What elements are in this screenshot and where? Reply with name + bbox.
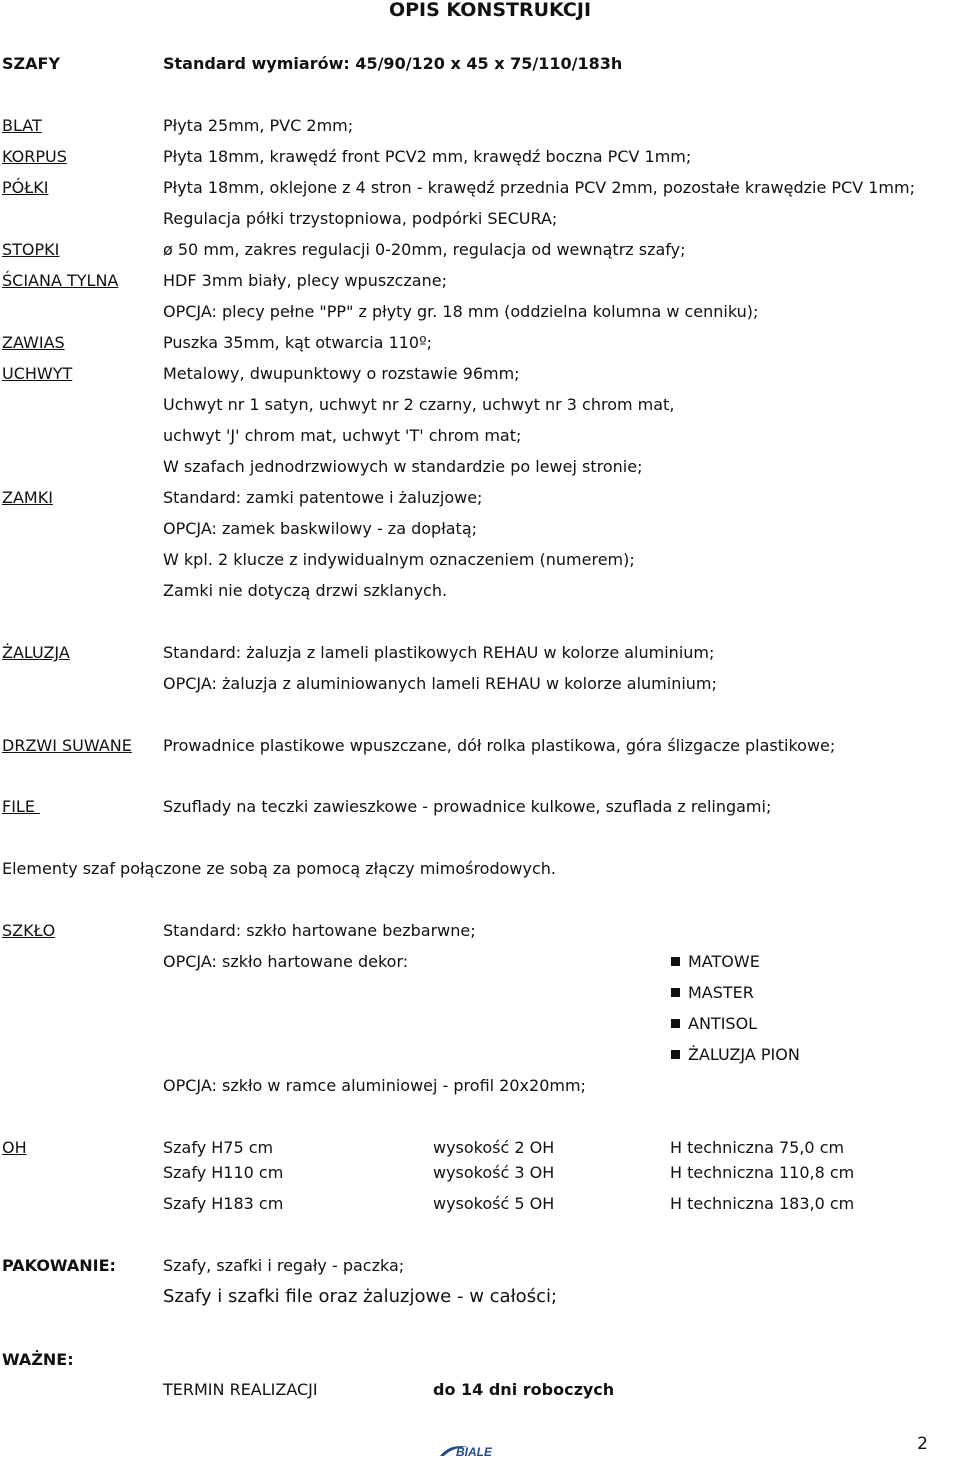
oh-label: OH xyxy=(2,1138,27,1157)
uchwyt-label: UCHWYT xyxy=(2,364,73,383)
pakowanie-line: Szafy i szafki file oraz żaluzjowe - w całości; xyxy=(163,1286,558,1307)
szklo-opcja-ramka: OPCJA: szkło w ramce aluminiowej - profil 20x20mm; xyxy=(163,1076,586,1095)
bullet-icon xyxy=(671,1019,680,1028)
szafy-value: Standard wymiarów: 45/90/120 x 45 x 75/110/183h xyxy=(163,54,623,73)
uchwyt-line: Metalowy, dwupunktowy o rozstawie 96mm; xyxy=(163,364,520,383)
oh-cell: Szafy H183 cm xyxy=(163,1194,284,1213)
glass-option-label: MATOWE xyxy=(688,952,760,971)
uchwyt-line: uchwyt 'J' chrom mat, uchwyt 'T' chrom mat; xyxy=(163,426,522,445)
szklo-opcja-dekor: OPCJA: szkło hartowane dekor: xyxy=(163,952,409,971)
polki-line: Płyta 18mm, oklejone z 4 stron - krawędź przednia PCV 2mm, pozostałe krawędzie PCV 1mm; xyxy=(163,178,915,197)
wazne-label: WAŻNE: xyxy=(2,1350,74,1369)
biale-logo xyxy=(438,1444,514,1458)
sciana-line: OPCJA: plecy pełne "PP" z płyty gr. 18 mm (oddzielna kolumna w cenniku); xyxy=(163,302,759,321)
oh-cell: Szafy H110 cm xyxy=(163,1163,284,1182)
oh-cell: wysokość 2 OH xyxy=(433,1138,555,1157)
stopki-value: ø 50 mm, zakres regulacji 0-20mm, regulacja od wewnątrz szafy; xyxy=(163,240,686,259)
zaluzja-label: ŻALUZJA xyxy=(2,643,70,662)
szklo-label: SZKŁO xyxy=(2,921,56,940)
zamki-line: OPCJA: zamek baskwilowy - za dopłatą; xyxy=(163,519,478,538)
zawias-value: Puszka 35mm, kąt otwarcia 110º; xyxy=(163,333,433,352)
pakowanie-label: PAKOWANIE: xyxy=(2,1256,116,1275)
zamki-line: Zamki nie dotyczą drzwi szklanych. xyxy=(163,581,448,600)
oh-cell: H techniczna 183,0 cm xyxy=(670,1194,855,1213)
sciana-line: HDF 3mm biały, plecy wpuszczane; xyxy=(163,271,447,290)
glass-option xyxy=(671,983,754,1003)
drzwi-value: Prowadnice plastikowe wpuszczane, dół rolka plastikowa, góra ślizgacze plastikowe; xyxy=(163,736,836,755)
glass-option-label: MASTER xyxy=(688,983,754,1002)
logo-text: BIALE xyxy=(456,1445,492,1458)
korpus-label: KORPUS xyxy=(2,147,67,166)
bullet-icon xyxy=(671,988,680,997)
zaluzja-line: OPCJA: żaluzja z aluminiowanych lameli REHAU w kolorze aluminium; xyxy=(163,674,717,693)
glass-option xyxy=(671,1014,757,1034)
oh-cell: H techniczna 75,0 cm xyxy=(670,1138,845,1157)
bullet-icon xyxy=(671,957,680,966)
blat-label: BLAT xyxy=(2,116,42,135)
oh-cell: Szafy H75 cm xyxy=(163,1138,274,1157)
zamki-line: W kpl. 2 klucze z indywidualnym oznaczeniem (numerem); xyxy=(163,550,635,569)
szklo-standard: Standard: szkło hartowane bezbarwne; xyxy=(163,921,476,940)
polki-line: Regulacja półki trzystopniowa, podpórki SECURA; xyxy=(163,209,558,228)
glass-option xyxy=(671,952,760,972)
elementy-note: Elementy szaf połączone ze sobą za pomocą złączy mimośrodowych. xyxy=(2,859,556,878)
uchwyt-line: Uchwyt nr 1 satyn, uchwyt nr 2 czarny, uchwyt nr 3 chrom mat, xyxy=(163,395,675,414)
oh-cell: wysokość 3 OH xyxy=(433,1163,555,1182)
bullet-icon xyxy=(671,1050,680,1059)
uchwyt-line: W szafach jednodrzwiowych w standardzie po lewej stronie; xyxy=(163,457,643,476)
file-label: FILE xyxy=(2,797,41,816)
glass-option xyxy=(671,1045,800,1065)
polki-label: PÓŁKI xyxy=(2,178,49,197)
zaluzja-line: Standard: żaluzja z lameli plastikowych REHAU w kolorze aluminium; xyxy=(163,643,715,662)
stopki-label: STOPKI xyxy=(2,240,60,259)
page-title: OPIS KONSTRUKCJI xyxy=(388,0,592,21)
blat-value: Płyta 25mm, PVC 2mm; xyxy=(163,116,354,135)
glass-option-label: ŻALUZJA PION xyxy=(688,1045,800,1064)
zawias-label: ZAWIAS xyxy=(2,333,65,352)
file-value: Szuflady na teczki zawieszkowe - prowadnice kulkowe, szuflada z relingami; xyxy=(163,797,772,816)
zamki-line: Standard: zamki patentowe i żaluzjowe; xyxy=(163,488,483,507)
glass-option-label: ANTISOL xyxy=(688,1014,758,1033)
termin-value: do 14 dni roboczych xyxy=(433,1380,615,1399)
oh-cell: H techniczna 110,8 cm xyxy=(670,1163,855,1182)
pakowanie-line: Szafy, szafki i regały - paczka; xyxy=(163,1256,405,1275)
zamki-label: ZAMKI xyxy=(2,488,53,507)
korpus-value: Płyta 18mm, krawędź front PCV2 mm, krawędź boczna PCV 1mm; xyxy=(163,147,692,166)
sciana-label: ŚCIANA TYLNA xyxy=(2,271,119,290)
drzwi-label: DRZWI SUWANE xyxy=(2,736,132,755)
szafy-label: SZAFY xyxy=(2,54,61,73)
termin-label: TERMIN REALIZACJI xyxy=(163,1380,318,1399)
page-number: 2 xyxy=(917,1434,928,1454)
oh-cell: wysokość 5 OH xyxy=(433,1194,555,1213)
